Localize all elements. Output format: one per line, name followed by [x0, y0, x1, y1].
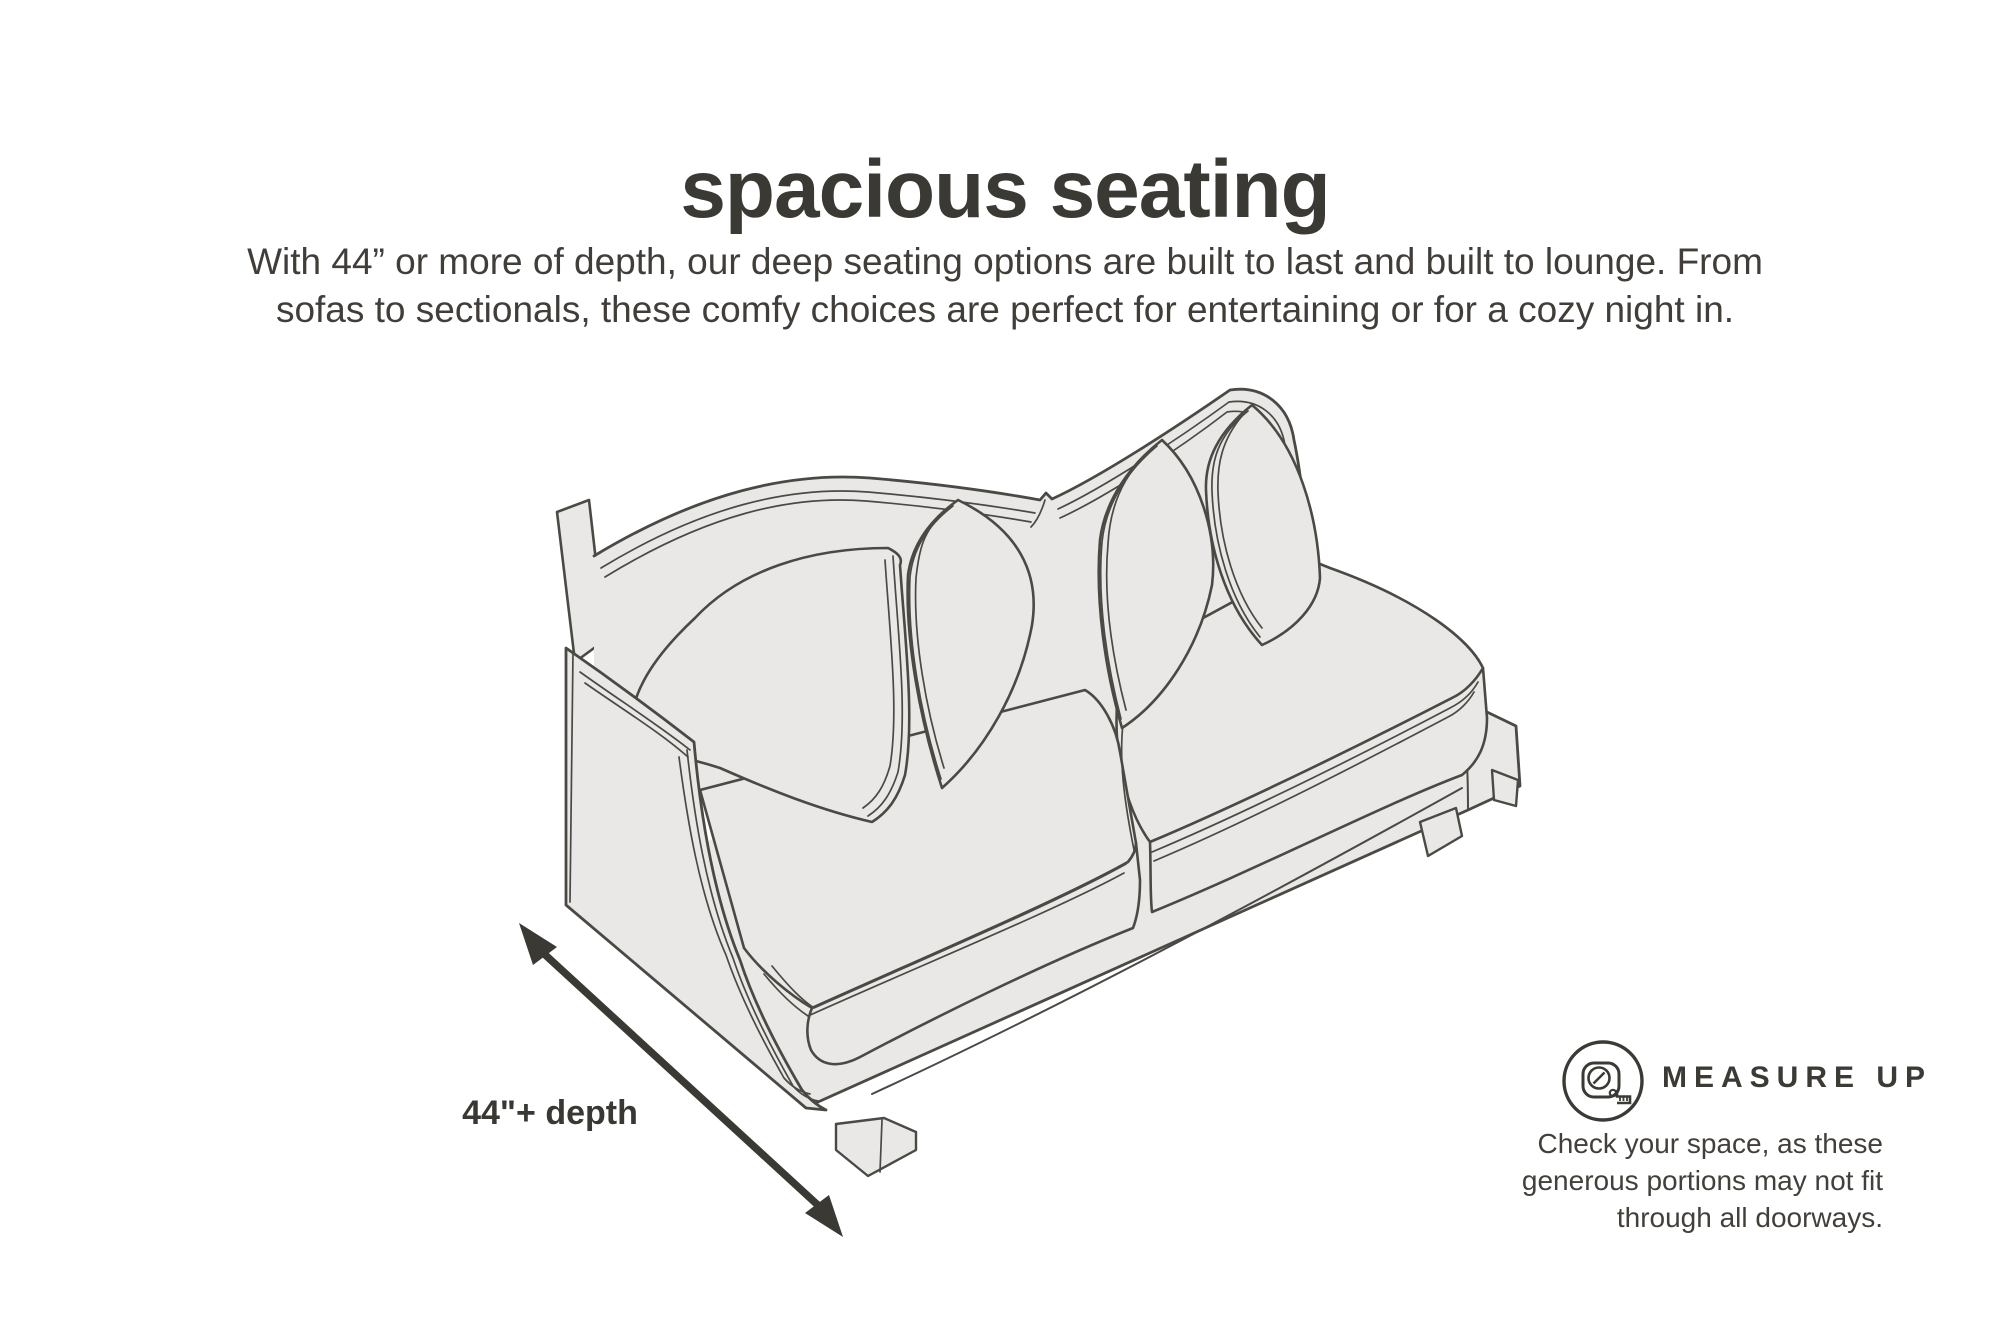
intro-line-2: sofas to sectionals, these comfy choices are perfect for entertaining or for a cozy night in. — [275, 289, 1735, 330]
tape-lock — [1610, 1090, 1616, 1096]
measure-up-heading: MEASURE UP — [1662, 1061, 1933, 1094]
note-line-1: Check your space, as these — [1537, 1128, 1883, 1159]
note-line-3: through all doorways. — [1616, 1202, 1883, 1233]
note-line-2: generous portions may not fit — [1521, 1165, 1883, 1196]
sofa-foot-front-left — [836, 1118, 916, 1176]
sofa-drawing — [557, 389, 1520, 1176]
tape-measure-icon — [1560, 1038, 1646, 1124]
depth-label: 44"+ depth — [462, 1094, 638, 1132]
measure-up-note — [1478, 1125, 1883, 1236]
page-title: spacious seating — [680, 143, 1330, 235]
tape-reel-slash — [1594, 1073, 1605, 1084]
intro-line-1: With 44” or more of depth, our deep seating options are built to last and built to lounge. From — [247, 241, 1763, 282]
icon-circle — [1564, 1042, 1642, 1120]
